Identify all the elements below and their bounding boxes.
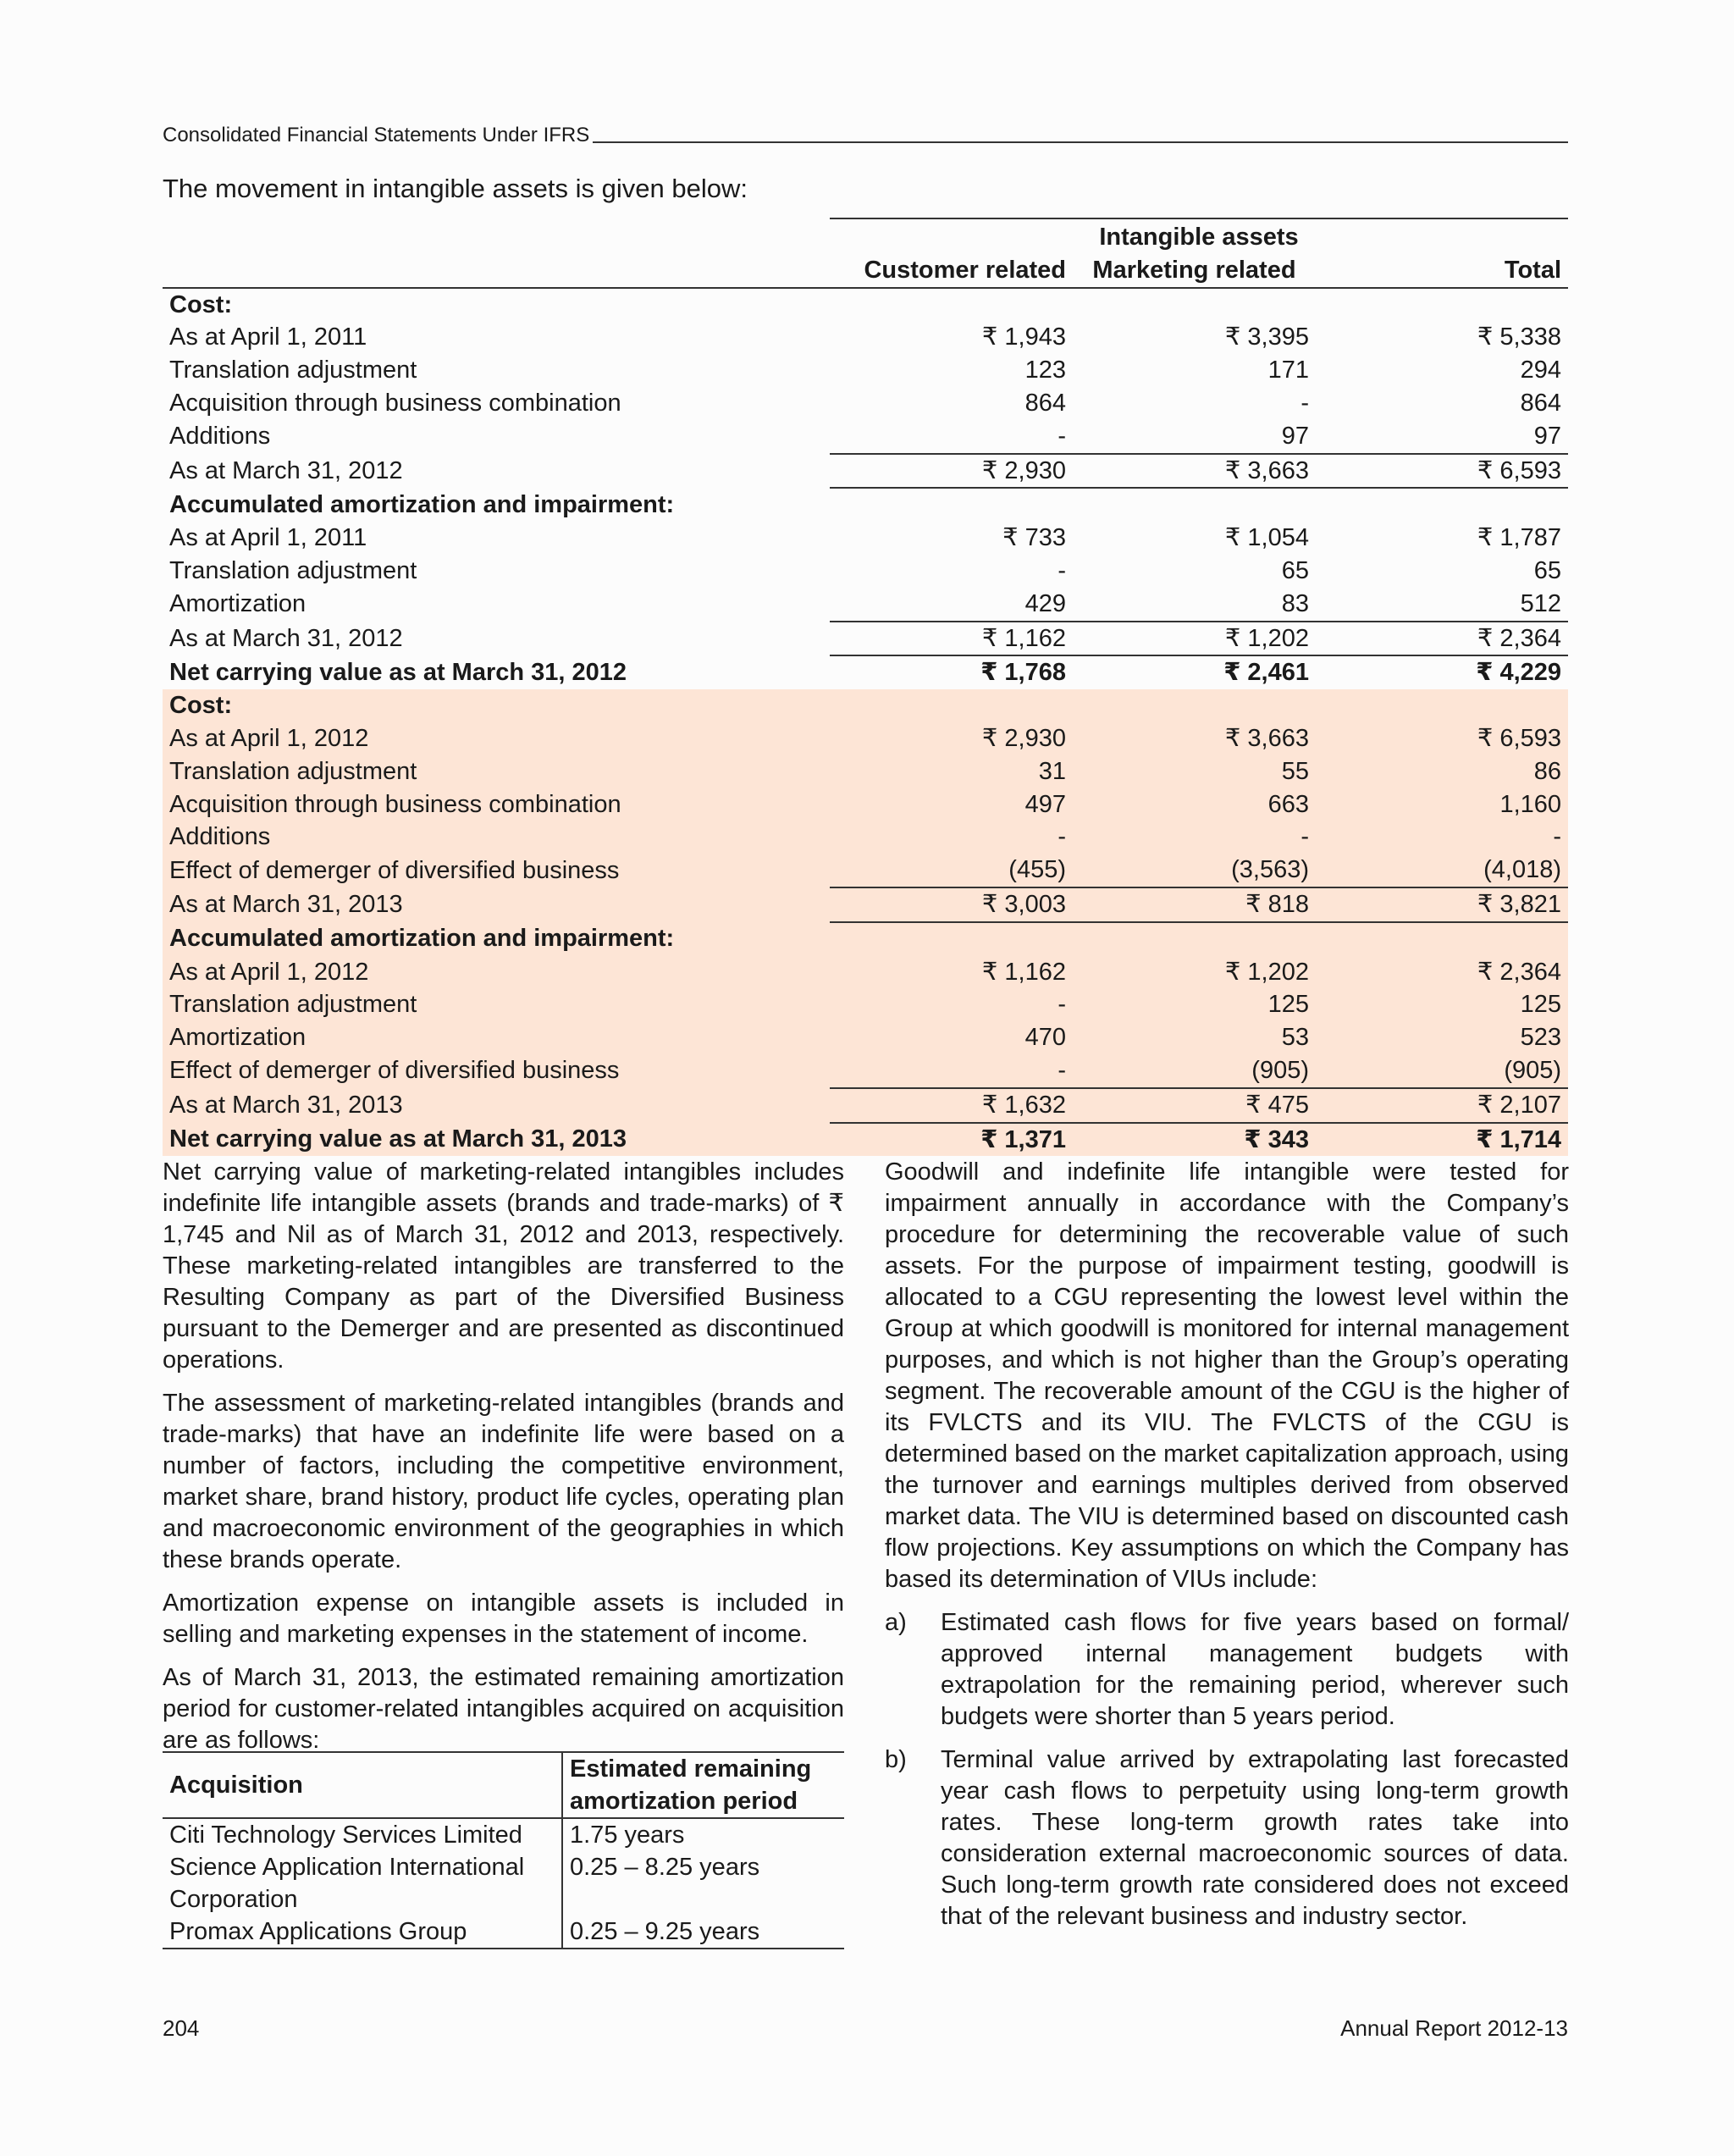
cell-marketing: - (1073, 821, 1316, 854)
row-label: Additions (163, 821, 830, 854)
column-header: Acquisition (163, 1752, 562, 1818)
cell-marketing: 125 (1073, 988, 1316, 1021)
cell-customer: 31 (830, 755, 1073, 788)
table-row (163, 722, 1568, 755)
column-header-row (163, 254, 1568, 288)
list-item-text: Estimated cash flows for five years based on formal/ approved internal management budgets with extrapolation for the remaining period, wherever such budgets were shorter than 5 years period. (941, 1609, 1569, 1730)
cell-customer: ₹ 3,003 (830, 887, 1073, 922)
cell-total: ₹ 6,593 (1316, 722, 1568, 755)
cell-total: ₹ 6,593 (1316, 454, 1568, 489)
section-heading-row (163, 288, 1568, 322)
table-row (163, 755, 1568, 788)
row-label: Amortization (169, 590, 306, 618)
cell-marketing: 55 (1073, 755, 1316, 788)
paragraph: Net carrying value of marketing-related intangibles includes indefinite life intangible assets (brands and trade-marks) of ₹ 1,745 and Nil as of March 31, 2012 and 2013, respectively. These marketing-related intangibles are transferred to the Resulting Company as part of the Diversified Business pursuant to the Demerger and are presented as discontinued operations. (163, 1158, 844, 1374)
row-label: As at April 1, 2011 (169, 323, 367, 351)
row-label: Net carrying value as at March 31, 2013 (163, 1123, 830, 1157)
row-label: As at April 1, 2012 (163, 722, 830, 755)
column-header: Marketing related (1073, 254, 1316, 288)
amortization-period: 0.25 – 9.25 years (562, 1916, 844, 1949)
column-header: Customer related (830, 254, 1073, 288)
cell-customer: - (830, 1054, 1073, 1088)
column-header: Total (1316, 254, 1568, 288)
cell-customer: 429 (830, 588, 1073, 622)
cell-customer: 864 (1024, 389, 1066, 417)
acquisition-name: Promax Applications Group (163, 1916, 562, 1949)
table-row (163, 1054, 1568, 1088)
row-label: As at March 31, 2012 (169, 456, 403, 484)
cell-total: 512 (1316, 588, 1568, 622)
row-label: Net carrying value as at March 31, 2012 (169, 658, 627, 686)
row-label: Acquisition through business combination (169, 389, 621, 417)
cell-total: 97 (1316, 420, 1568, 454)
list-item (885, 1607, 1569, 1733)
cell-total: 523 (1316, 1021, 1568, 1054)
section-heading-row (163, 488, 1568, 522)
acquisition-name: Science Application International Corporation (163, 1851, 562, 1916)
left-text-column (163, 1157, 844, 1768)
cell-total: ₹ 1,714 (1316, 1123, 1568, 1157)
cell-marketing: 83 (1073, 588, 1316, 622)
cell-customer: ₹ 1,768 (980, 659, 1066, 687)
row-label: Accumulated amortization and impairment: (163, 922, 830, 956)
intro-text: The movement in intangible assets is given below: (163, 174, 748, 203)
table-row (163, 555, 1568, 588)
net-carrying-value-row (163, 655, 1568, 689)
cell-marketing: ₹ 1,202 (1073, 956, 1316, 989)
cell-marketing: ₹ 3,663 (1073, 722, 1316, 755)
row-label: Amortization (163, 1021, 830, 1054)
subtotal-row (163, 887, 1568, 922)
cell-customer: ₹ 1,371 (830, 1123, 1073, 1157)
row-label: Translation adjustment (169, 357, 417, 384)
cell-total: ₹ 3,821 (1316, 887, 1568, 922)
intangible-assets-table (163, 218, 1568, 1156)
table-row (163, 1021, 1568, 1054)
cell-marketing: ₹ 3,395 (1224, 323, 1309, 351)
row-label: Translation adjustment (163, 988, 830, 1021)
row-label: As at March 31, 2013 (163, 887, 830, 922)
list-item-label: a) (885, 1609, 907, 1636)
cell-marketing: ₹ 1,054 (1224, 524, 1309, 552)
row-label: Cost: (169, 290, 233, 318)
cell-customer: 497 (830, 788, 1073, 821)
cell-marketing: ₹ 3,663 (1073, 454, 1316, 489)
cell-marketing: (905) (1073, 1054, 1316, 1088)
column-header: Estimated remaining amortization period (562, 1752, 844, 1818)
amort-header-row (163, 1752, 844, 1818)
page-number: 204 (163, 2015, 200, 2041)
cell-customer: ₹ 2,930 (830, 722, 1073, 755)
cell-marketing: 663 (1073, 788, 1316, 821)
cell-customer: ₹ 1,162 (830, 956, 1073, 989)
cell-marketing: ₹ 475 (1073, 1088, 1316, 1123)
table-row (163, 420, 1568, 454)
right-text-column (885, 1157, 1569, 1944)
cell-customer: - (830, 988, 1073, 1021)
cell-marketing: ₹ 1,202 (1073, 622, 1316, 656)
table-row (163, 1851, 844, 1916)
cell-customer: - (1058, 556, 1066, 584)
table-row (163, 354, 1568, 387)
cell-total: ₹ 2,364 (1316, 622, 1568, 656)
cell-customer: 470 (830, 1021, 1073, 1054)
group-header: Intangible assets (1099, 224, 1299, 251)
table-row (163, 1916, 844, 1949)
cell-marketing: 53 (1073, 1021, 1316, 1054)
row-label: Translation adjustment (169, 556, 417, 584)
list-item (885, 1744, 1569, 1932)
running-title: Consolidated Financial Statements Under IFRS (163, 124, 590, 146)
running-header (163, 119, 1568, 147)
table-row (163, 988, 1568, 1021)
cell-total: ₹ 1,787 (1477, 524, 1562, 552)
amortization-period: 0.25 – 8.25 years (570, 1854, 760, 1881)
cell-customer: ₹ 2,930 (830, 454, 1073, 489)
table-row (163, 854, 1568, 887)
cell-total: 1,160 (1316, 788, 1568, 821)
acquisition-name: Citi Technology Services Limited (163, 1818, 562, 1851)
cell-total: 86 (1316, 755, 1568, 788)
cell-marketing: - (1300, 389, 1309, 417)
row-label: Accumulated amortization and impairment: (169, 490, 675, 518)
cell-customer: - (830, 420, 1073, 454)
row-label: As at April 1, 2011 (169, 524, 367, 552)
row-label: Cost: (163, 689, 830, 722)
row-label: Effect of demerger of diversified business (163, 854, 830, 887)
row-label: As at March 31, 2012 (169, 624, 403, 652)
paragraph: Amortization expense on intangible assets is included in selling and marketing expenses in the statement of income. (163, 1589, 844, 1648)
table-row (163, 821, 1568, 854)
table-row (163, 788, 1568, 821)
net-carrying-value-row (163, 1123, 1568, 1157)
header-rule (593, 141, 1568, 143)
cell-total: (4,018) (1316, 854, 1568, 887)
cell-customer: ₹ 733 (1002, 524, 1066, 552)
cell-total: 294 (1520, 357, 1562, 384)
cell-marketing: 171 (1267, 357, 1309, 384)
row-label: Acquisition through business combination (163, 788, 830, 821)
table-row (163, 1818, 844, 1851)
table-row (163, 321, 1568, 354)
paragraph: Goodwill and indefinite life intangible were tested for impairment annually in accordance with the Company’s procedure for determining the recoverable value of such assets. For the purpose of impairment testing, goodwill is allocated to a CGU representing the lowest level within the Group at which goodwill is monitored for internal management purposes, and which is not higher than the Group’s operating segment. The recoverable amount of the CGU is the higher of its FVLCTS and its VIU. The FVLCTS of the CGU is determined based on the market capitalization approach, using the turnover and earnings multiples derived from observed market data. The VIU is determined based on discounted cash flow projections. Key assumptions on which the Company has based its determination of VIUs include: (885, 1158, 1569, 1593)
paragraph: The assessment of marketing-related intangibles (brands and trade-marks) that have an indefinite life were based on a number of factors, including the competitive environment, market share, brand history, product life cycles, operating plan and macroeconomic environment of the geographies in which these brands operate. (163, 1390, 844, 1573)
cell-marketing: ₹ 818 (1073, 887, 1316, 922)
subtotal-row (163, 454, 1568, 489)
row-label: Additions (169, 423, 271, 451)
row-label: Translation adjustment (163, 755, 830, 788)
table-row (163, 956, 1568, 989)
cell-total: 65 (1533, 556, 1562, 584)
table-row (163, 522, 1568, 555)
cell-total: ₹ 5,338 (1477, 323, 1562, 351)
cell-customer: ₹ 1,943 (981, 323, 1066, 351)
amortization-period: 1.75 years (570, 1822, 685, 1849)
cell-total: ₹ 2,107 (1316, 1088, 1568, 1123)
cell-total: ₹ 4,229 (1476, 659, 1562, 687)
subtotal-row (163, 622, 1568, 656)
list-item-label: b) (885, 1746, 907, 1773)
report-name: Annual Report 2012-13 (1340, 2015, 1568, 2041)
cell-total: - (1316, 821, 1568, 854)
list-item-text: Terminal value arrived by extrapolating last forecasted year cash flows to perpetuity using long-term growth rates. These long-term growth rates take into consideration external macroeconomic sources of data. Such long-term growth rate considered does not exceed that of the relevant business and industry sector. (941, 1746, 1569, 1930)
cell-total: 125 (1316, 988, 1568, 1021)
row-label: As at April 1, 2012 (163, 956, 830, 989)
section-heading-row (163, 922, 1568, 956)
cell-customer: (455) (830, 854, 1073, 887)
section-heading-row (163, 689, 1568, 722)
cell-marketing: ₹ 2,461 (1223, 659, 1309, 687)
cell-marketing: ₹ 343 (1073, 1123, 1316, 1157)
table-row (163, 588, 1568, 622)
cell-marketing: 65 (1281, 556, 1309, 584)
group-header-row (163, 221, 1568, 254)
cell-customer: ₹ 1,162 (830, 622, 1073, 656)
cell-customer: - (830, 821, 1073, 854)
cell-marketing: 97 (1073, 420, 1316, 454)
cell-customer: ₹ 1,632 (830, 1088, 1073, 1123)
table-row (163, 387, 1568, 420)
subtotal-row (163, 1088, 1568, 1123)
cell-total: ₹ 2,364 (1316, 956, 1568, 989)
row-label: As at March 31, 2013 (163, 1088, 830, 1123)
paragraph: As of March 31, 2013, the estimated remaining amortization period for customer-related intangibles acquired on acquisition are as follows: (163, 1664, 844, 1754)
cell-total: 864 (1520, 389, 1562, 417)
cell-total: (905) (1316, 1054, 1568, 1088)
cell-customer: 123 (1024, 357, 1066, 384)
amortization-period-table (163, 1751, 844, 1949)
cell-marketing: (3,563) (1073, 854, 1316, 887)
row-label: Effect of demerger of diversified business (163, 1054, 830, 1088)
